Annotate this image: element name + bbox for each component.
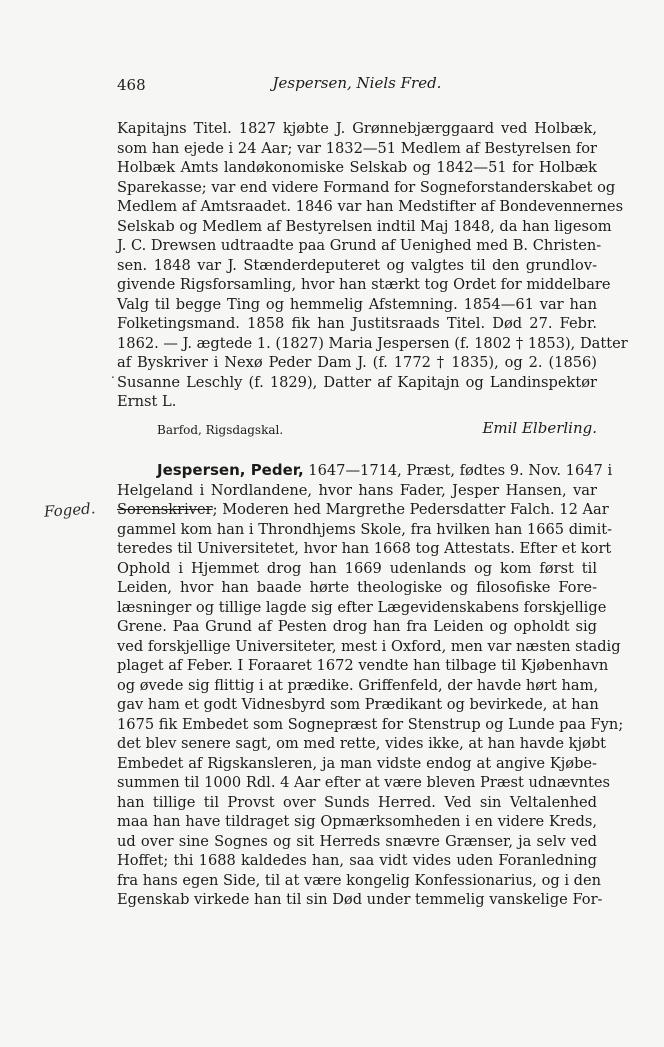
text-line: Susanne Leschly (f. 1829), Datter af Kapitajn og Landinspektør [117, 373, 597, 391]
text-line: han tillige til Provst over Sunds Herred. Ved sin Veltalenhed [117, 793, 597, 811]
text-line: Valg til begge Ting og hemmelig Afstemning. 1854—61 var han [117, 295, 597, 313]
running-head: Jespersen, Niels Fred. [272, 74, 442, 92]
struck-word: Sorenskriver [117, 501, 213, 518]
text-line: Folketingsmand. 1858 fik han Justitsraads Titel. Død 27. Febr. [117, 315, 597, 332]
text-line-rest: ; Moderen hed Margrethe Pedersdatter Falch. 12 Aar [212, 501, 609, 518]
text-line: 1675 fik Embedet som Sognepræst for Stenstrup og Lunde paa Fyn; [117, 715, 624, 733]
text-line: maa han have tildraget sig Opmærksomheden i en videre Kreds, [117, 813, 597, 830]
text-line: teredes til Universitetet, hvor han 1668 tog Attestats. Efter et kort [117, 540, 612, 557]
text-line: og øvede sig flittig i at prædike. Griffenfeld, der havde hørt ham, [117, 676, 599, 694]
text-line: Ophold i Hjemmet drog han 1669 udenlands og kom først til [117, 559, 597, 577]
text-line: Hoffet; thi 1688 kaldedes han, saa vidt vides uden Foranledning [117, 852, 597, 869]
text-line: gammel kom han i Throndhjems Skole, fra hvilken han 1665 dimit- [117, 520, 613, 538]
margin-mark: . [111, 367, 115, 381]
text-line: Selskab og Medlem af Bestyrelsen indtil Maj 1848, da han ligesom [117, 217, 612, 235]
text-line: Embedet af Rigskansleren, ja man vidste endog at angive Kjøbe- [117, 754, 597, 772]
text-line: ved forskjellige Universiteter, mest i Oxford, men var næsten stadig [117, 637, 621, 655]
text-line: 1862. — J. ægtede 1. (1827) Maria Jespersen (f. 1802 † 1853), Datter [117, 334, 628, 352]
text-line: Holbæk Amts landøkonomiske Selskab og 1842—51 for Holbæk [117, 159, 597, 176]
author-signature: Emil Elberling. [482, 419, 597, 437]
text-line: givende Rigsforsamling, hvor han stærkt tog Ordet for middelbare [117, 276, 611, 293]
text-line: gav ham et godt Vidnesbyrd som Prædikant og bevirkede, at han [117, 696, 599, 713]
page-header [117, 74, 597, 98]
text-line: summen til 1000 Rdl. 4 Aar efter at være bleven Præst udnævntes [117, 774, 611, 791]
text-line: Medlem af Amtsraadet. 1846 var han Medstifter af Bondevennernes [117, 198, 624, 215]
text-line: det blev senere sagt, om med rette, vides ikke, at han havde kjøbt [117, 735, 607, 752]
text-line: Helgeland i Nordlandene, hvor hans Fader, Jesper Hansen, var [117, 481, 597, 499]
entry-headword: Jespersen, Peder, [157, 461, 304, 479]
biography-peder-jespersen [117, 461, 624, 910]
text-line: J. C. Drewsen udtraadte paa Grund af Uenighed med B. Christen- [117, 237, 602, 254]
bibliography-row [157, 419, 597, 439]
text-line: Egenskab virkede han til sin Død under temmelig vanskelige For- [117, 891, 603, 908]
text-line: Leiden, hvor han baade hørte theologiske og filosofiske Fore- [117, 579, 597, 596]
text-line: af Byskriver i Nexø Peder Dam J. (f. 1772 † 1835), og 2. (1856) [117, 354, 597, 371]
source-reference: Barfod, Rigsdagskal. [157, 423, 284, 437]
text-line: ud over sine Sognes og sit Herreds snævre Grænser, ja selv ved [117, 832, 597, 850]
page-number: 468 [117, 76, 146, 94]
entry-body [117, 520, 624, 910]
text-line: Grene. Paa Grund af Pesten drog han fra Leiden og opholdt sig [117, 618, 597, 635]
entry-first-line [117, 461, 613, 481]
text-line: læsninger og tillige lagde sig efter Lægevidenskabens forskjellige [117, 598, 607, 616]
text-line: Sparekasse; var end videre Formand for Sogneforstanderskabet og [117, 178, 616, 196]
text-line: fra hans egen Side, til at være kongelig Konfessionarius, og i den [117, 871, 602, 889]
text-line: sen. 1848 var J. Stænderdeputeret og valgtes til den grundlov- [117, 256, 597, 274]
text-line: Ernst L. [117, 393, 177, 410]
text-line [117, 500, 609, 520]
text-line: plaget af Feber. I Foraaret 1672 vendte han tilbage til Kjøbenhavn [117, 657, 609, 674]
text-line: Kapitajns Titel. 1827 kjøbte J. Grønnebjærggaard ved Holbæk, [117, 120, 597, 137]
handwritten-margin-note: Foged. [43, 499, 97, 521]
entry-first-line-text: 1647—1714, Præst, fødtes 9. Nov. 1647 i [303, 462, 613, 479]
text-line: som han ejede i 24 Aar; var 1832—51 Medlem af Bestyrelsen for [117, 139, 597, 157]
biography-niels-fred-jespersen [117, 119, 628, 412]
